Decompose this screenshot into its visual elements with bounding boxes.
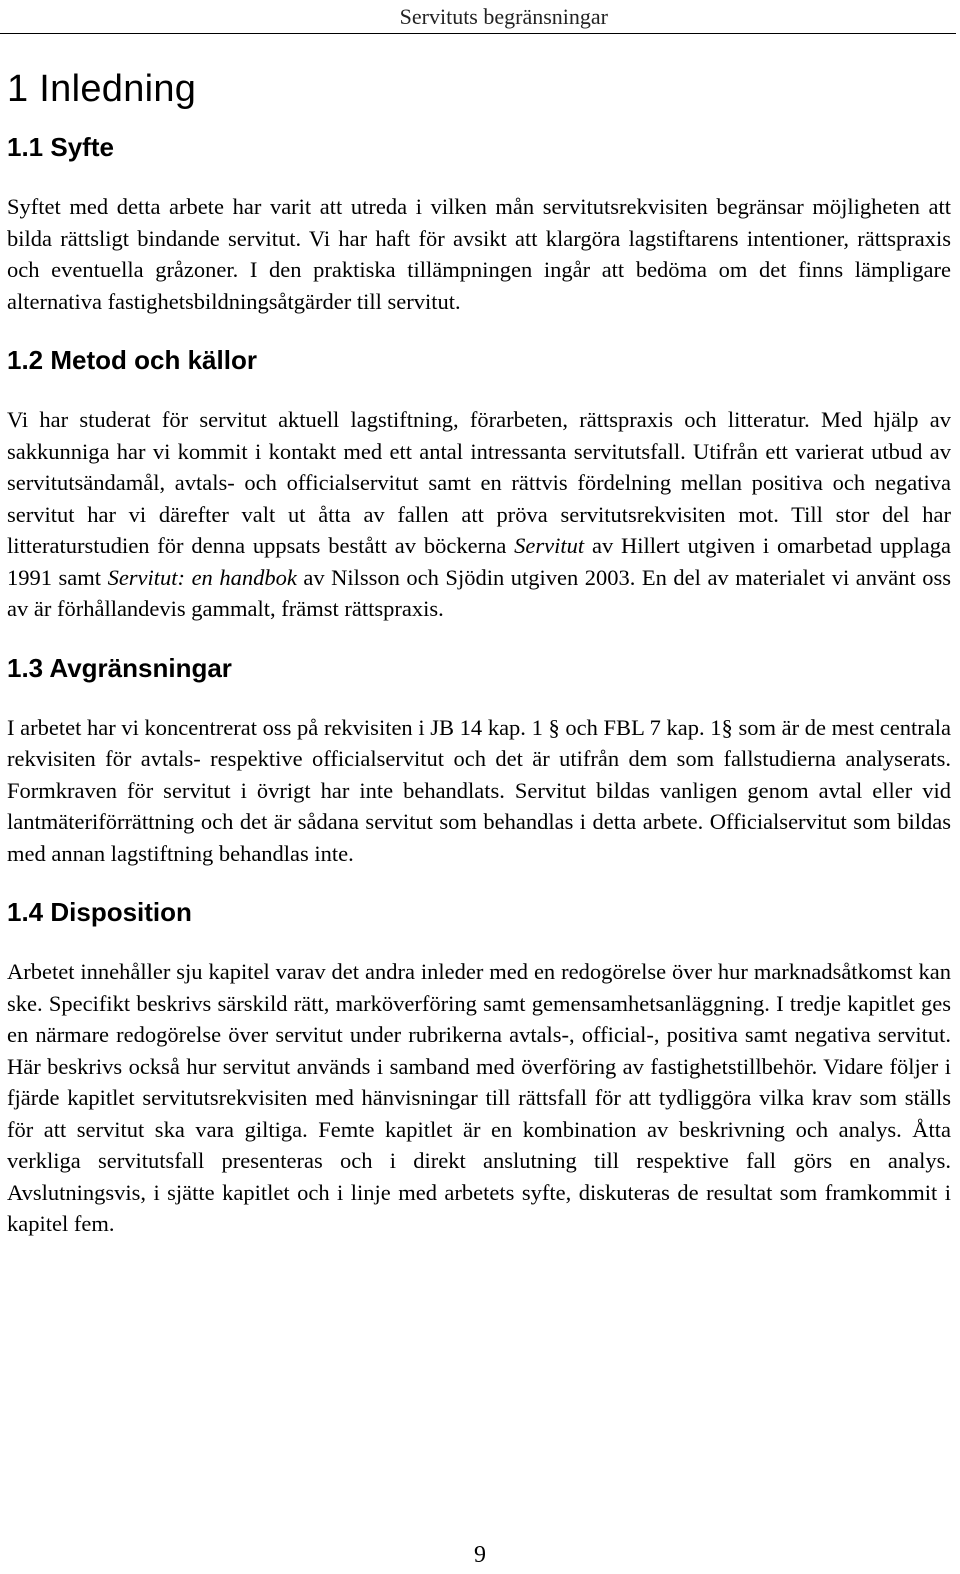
paragraph-disposition: Arbetet innehåller sju kapitel varav det andra inleder med en redogörelse över hur marknadsåtkomst kan ske. Specifikt beskrivs särskild rätt, marköverföring samt gemensamhetsanläggning. I tredje kapitlet ges en närmare redogörelse över servitut under rubrikerna avtals-, official-, positiva samt negativa servitut. Här beskrivs också hur servitut används i samband med överföring av fastighetstillbehör. Vidare följer i fjärde kapitlet servitutsrekvisiten med hänvisningar till rättsfall för att tydliggöra vilka krav som ställs för att servitut ska vara giltiga. Femte kapitlet är en kombination av beskrivning och analys. Åtta verkliga servitutsfall presenteras och i direkt anslutning till respektive fall görs en analys. Avslutningsvis, i sjätte kapitlet och i linje med arbetets syfte, diskuteras de resultat som framkommit i kapitel fem. <box>7 959 951 1236</box>
page-body <box>7 55 951 1240</box>
section-heading-avgransningar: 1.3 Avgränsningar <box>7 652 232 683</box>
paragraph-metod <box>7 404 951 625</box>
paragraph-syfte: Syftet med detta arbete har varit att utreda i vilken mån servitutsrekvisiten begränsar möjligheten att bilda rättsligt bindande servitut. Vi har haft för avsikt att klargöra lagstiftarens intentioner, rättspraxis och eventuella gråzoner. I den praktiska tillämpningen ingår att bedöma om det finns lämpligare alternativa fastighetsbildningsåtgärder till servitut. <box>7 194 951 314</box>
running-header-title: Servituts begränsningar <box>399 4 608 29</box>
chapter-heading: 1 Inledning <box>7 68 197 110</box>
running-header <box>0 2 956 34</box>
page-number: 9 <box>474 1542 486 1568</box>
section-heading-disposition: 1.4 Disposition <box>7 897 192 927</box>
paragraph-metod-part-b: av Hillert utgiven i omarbetad upplaga 1991 samt <box>7 533 952 590</box>
paragraph-metod-part-a: Vi har studerat för servitut aktuell lagstiftning, förarbeten, rättspraxis och litteratur. Med hjälp av sakkunniga har vi kommit i kontakt med ett antal intressanta servitutsfall. Utifrån ett varierat utbud av servitutsändamål, avtals- och officialservitut samt en rättvis fördelning mellan positiva och negativa servitut har vi därefter valt ut åtta av fallen att pröva servitutsrekvisiten mot. Till stor del har litteraturstudien för denna uppsats bestått av böckerna <box>7 407 951 558</box>
section-heading-metod: 1.2 Metod och källor <box>7 345 257 375</box>
paragraph-metod-part-c: av Nilsson och Sjödin utgiven 2003. En del av materialet vi använt oss av är förhållandevis gammalt, främst rättspraxis. <box>7 564 951 621</box>
book-title-servitut: Servitut <box>514 533 585 558</box>
book-title-handbok: Servitut: en handbok <box>107 564 297 590</box>
section-heading-syfte: 1.1 Syfte <box>7 132 114 162</box>
paragraph-avgransningar: I arbetet har vi koncentrerat oss på rekvisiten i JB 14 kap. 1 § och FBL 7 kap. 1§ som är de mest centrala rekvisiten för avtals- respektive officialservitut och det är utifrån dem som fallstudierna analyserats. Formkraven för servitut i övrigt har inte behandlats. Servitut bildas vanligen genom avtal eller vid lantmäteriförrättning och det är sådana servitut som behandlas i detta arbete. Officialservitut som bildas med annan lagstiftning behandlas inte. <box>7 714 951 866</box>
